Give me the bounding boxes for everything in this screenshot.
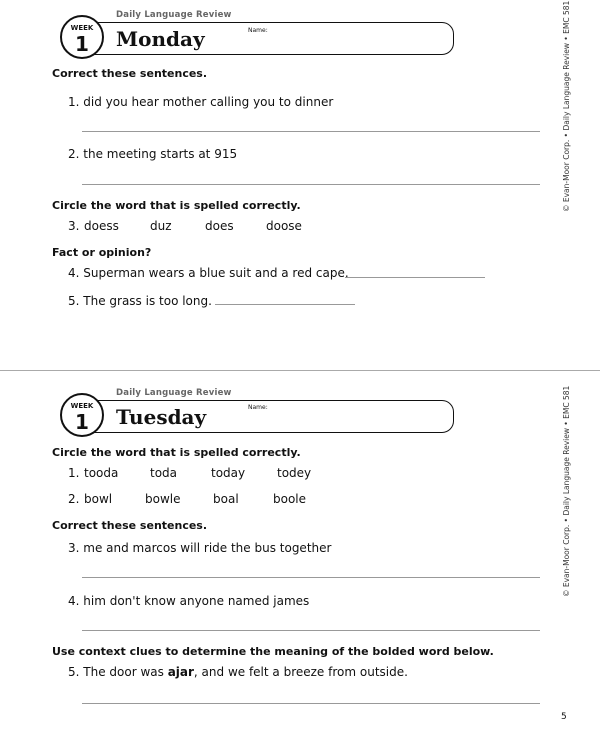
week-badge xyxy=(60,393,104,437)
question-3: 3. me and marcos will ride the bus together xyxy=(68,541,332,555)
answer-line[interactable] xyxy=(82,630,540,631)
answer-line[interactable] xyxy=(82,184,540,185)
spelling-option[interactable]: boal xyxy=(213,492,239,506)
spelling-option[interactable]: doess xyxy=(84,219,119,233)
spelling-option[interactable]: toda xyxy=(150,466,178,480)
day-title: Tuesday xyxy=(116,405,207,429)
question-3-number: 3. xyxy=(68,219,80,233)
answer-line[interactable] xyxy=(82,131,540,132)
week-label: WEEK xyxy=(70,402,94,410)
section-heading: Correct these sentences. xyxy=(52,519,208,532)
spelling-option[interactable]: bowl xyxy=(84,492,113,506)
question-1: 1. did you hear mother calling you to dinner xyxy=(68,95,334,109)
question-5 xyxy=(68,665,408,679)
week-number: 1 xyxy=(75,32,89,56)
bolded-word: ajar xyxy=(167,665,194,679)
copyright-sidebar: © Evan-Moor Corp. • Daily Language Review • EMC 581 xyxy=(562,385,571,597)
name-label: Name: xyxy=(248,27,268,34)
copyright-sidebar: © Evan-Moor Corp. • Daily Language Review • EMC 581 xyxy=(562,0,571,212)
section-heading: Correct these sentences. xyxy=(52,67,208,80)
answer-line[interactable] xyxy=(82,577,540,578)
day-title: Monday xyxy=(116,27,205,51)
spelling-option[interactable]: boole xyxy=(273,492,307,506)
section-heading: Fact or opinion? xyxy=(52,246,152,259)
spelling-option[interactable]: todey xyxy=(277,466,312,480)
section-heading: Use context clues to determine the meaning of the bolded word below. xyxy=(52,645,494,658)
answer-line[interactable] xyxy=(82,703,540,704)
question-4: 4. Superman wears a blue suit and a red cape. xyxy=(68,266,349,280)
answer-line[interactable] xyxy=(215,304,355,305)
page-divider xyxy=(0,370,600,371)
question-5-text: 5. The door was xyxy=(68,665,168,679)
series-title: Daily Language Review xyxy=(116,10,232,20)
spelling-option[interactable]: duz xyxy=(150,219,172,233)
question-2: 2. the meeting starts at 915 xyxy=(68,147,238,161)
week-badge xyxy=(60,15,104,59)
question-4: 4. him don't know anyone named james xyxy=(68,594,310,608)
spelling-option[interactable]: doose xyxy=(266,219,302,233)
week-number: 1 xyxy=(75,410,89,434)
section-heading: Circle the word that is spelled correctly. xyxy=(52,199,301,212)
name-label: Name: xyxy=(248,404,268,411)
spelling-option[interactable]: bowle xyxy=(145,492,181,506)
question-5: 5. The grass is too long. xyxy=(68,294,212,308)
question-1-number: 1. xyxy=(68,466,80,480)
section-heading: Circle the word that is spelled correctly. xyxy=(52,446,301,459)
series-title: Daily Language Review xyxy=(116,388,232,398)
question-5-text-end: , and we felt a breeze from outside. xyxy=(193,665,408,679)
spelling-option[interactable]: tooda xyxy=(84,466,119,480)
spelling-option[interactable]: does xyxy=(205,219,234,233)
page-number: 5 xyxy=(561,712,567,722)
question-2-number: 2. xyxy=(68,492,80,506)
answer-line[interactable] xyxy=(345,277,485,278)
spelling-option[interactable]: today xyxy=(211,466,246,480)
week-label: WEEK xyxy=(70,24,94,32)
